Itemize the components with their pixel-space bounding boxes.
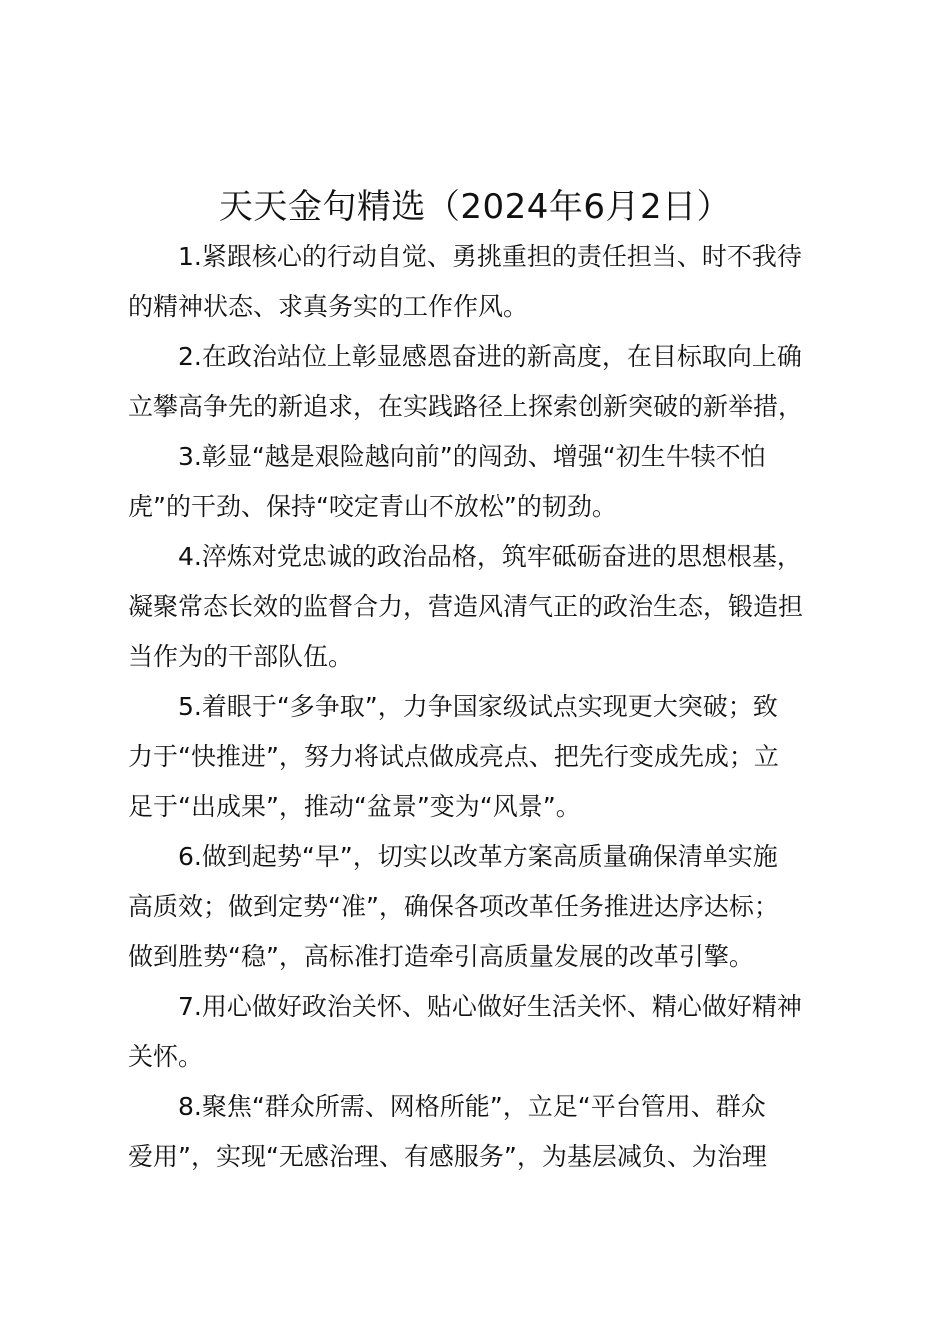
- paragraph-line: 2.在政治站位上彰显感恩奋进的新高度，在目标取向上确: [178, 342, 802, 371]
- paragraph-line: 3.彰显“越是艰险越向前”的闯劲、增强“初生牛犊不怕: [178, 442, 766, 471]
- quote-paragraph-1: [128, 232, 833, 332]
- paragraph-line: 的精神状态、求真务实的工作作风。: [128, 292, 529, 321]
- quote-paragraph-4: [128, 532, 833, 682]
- paragraph-line: 5.着眼于“多争取”，力争国家级试点实现更大突破；致: [178, 692, 778, 721]
- document-title: 天天金句精选（2024年6月2日）: [218, 187, 732, 227]
- paragraph-line: 关怀。: [128, 1042, 204, 1071]
- quote-paragraph-8: [128, 1082, 833, 1182]
- quote-paragraph-7: [128, 982, 833, 1082]
- paragraph-line: 立攀高争先的新追求，在实践路径上探索创新突破的新举措，: [128, 392, 804, 421]
- paragraph-line: 力于“快推进”，努力将试点做成亮点、把先行变成先成；立: [128, 742, 779, 771]
- document-body: [128, 232, 833, 1182]
- paragraph-line: 6.做到起势“早”，切实以改革方案高质量确保清单实施: [178, 842, 778, 871]
- quote-paragraph-3: [128, 432, 833, 532]
- quote-paragraph-2: [128, 332, 833, 432]
- quote-paragraph-5: [128, 682, 833, 832]
- paragraph-line: 虎”的干劲、保持“咬定青山不放松”的韧劲。: [128, 492, 617, 521]
- paragraph-line: 4.淬炼对党忠诚的政治品格，筑牢砥砺奋进的思想根基，: [178, 542, 802, 571]
- paragraph-line: 足于“出成果”，推动“盆景”变为“风景”。: [128, 792, 581, 821]
- paragraph-line: 7.用心做好政治关怀、贴心做好生活关怀、精心做好精神: [178, 992, 802, 1021]
- paragraph-line: 凝聚常态长效的监督合力，营造风清气正的政治生态，锻造担: [128, 592, 804, 621]
- paragraph-line: 1.紧跟核心的行动自觉、勇挑重担的责任担当、时不我待: [178, 242, 802, 271]
- paragraph-line: 做到胜势“稳”，高标准打造牵引高质量发展的改革引擎。: [128, 942, 754, 971]
- paragraph-line: 爱用”，实现“无感治理、有感服务”，为基层减负、为治理: [128, 1142, 767, 1171]
- quote-paragraph-6: [128, 832, 833, 982]
- paragraph-line: 高质效；做到定势“准”，确保各项改革任务推进达序达标；: [128, 892, 779, 921]
- paragraph-line: 当作为的干部队伍。: [128, 642, 354, 671]
- paragraph-line: 8.聚焦“群众所需、网格所能”，立足“平台管用、群众: [178, 1092, 766, 1121]
